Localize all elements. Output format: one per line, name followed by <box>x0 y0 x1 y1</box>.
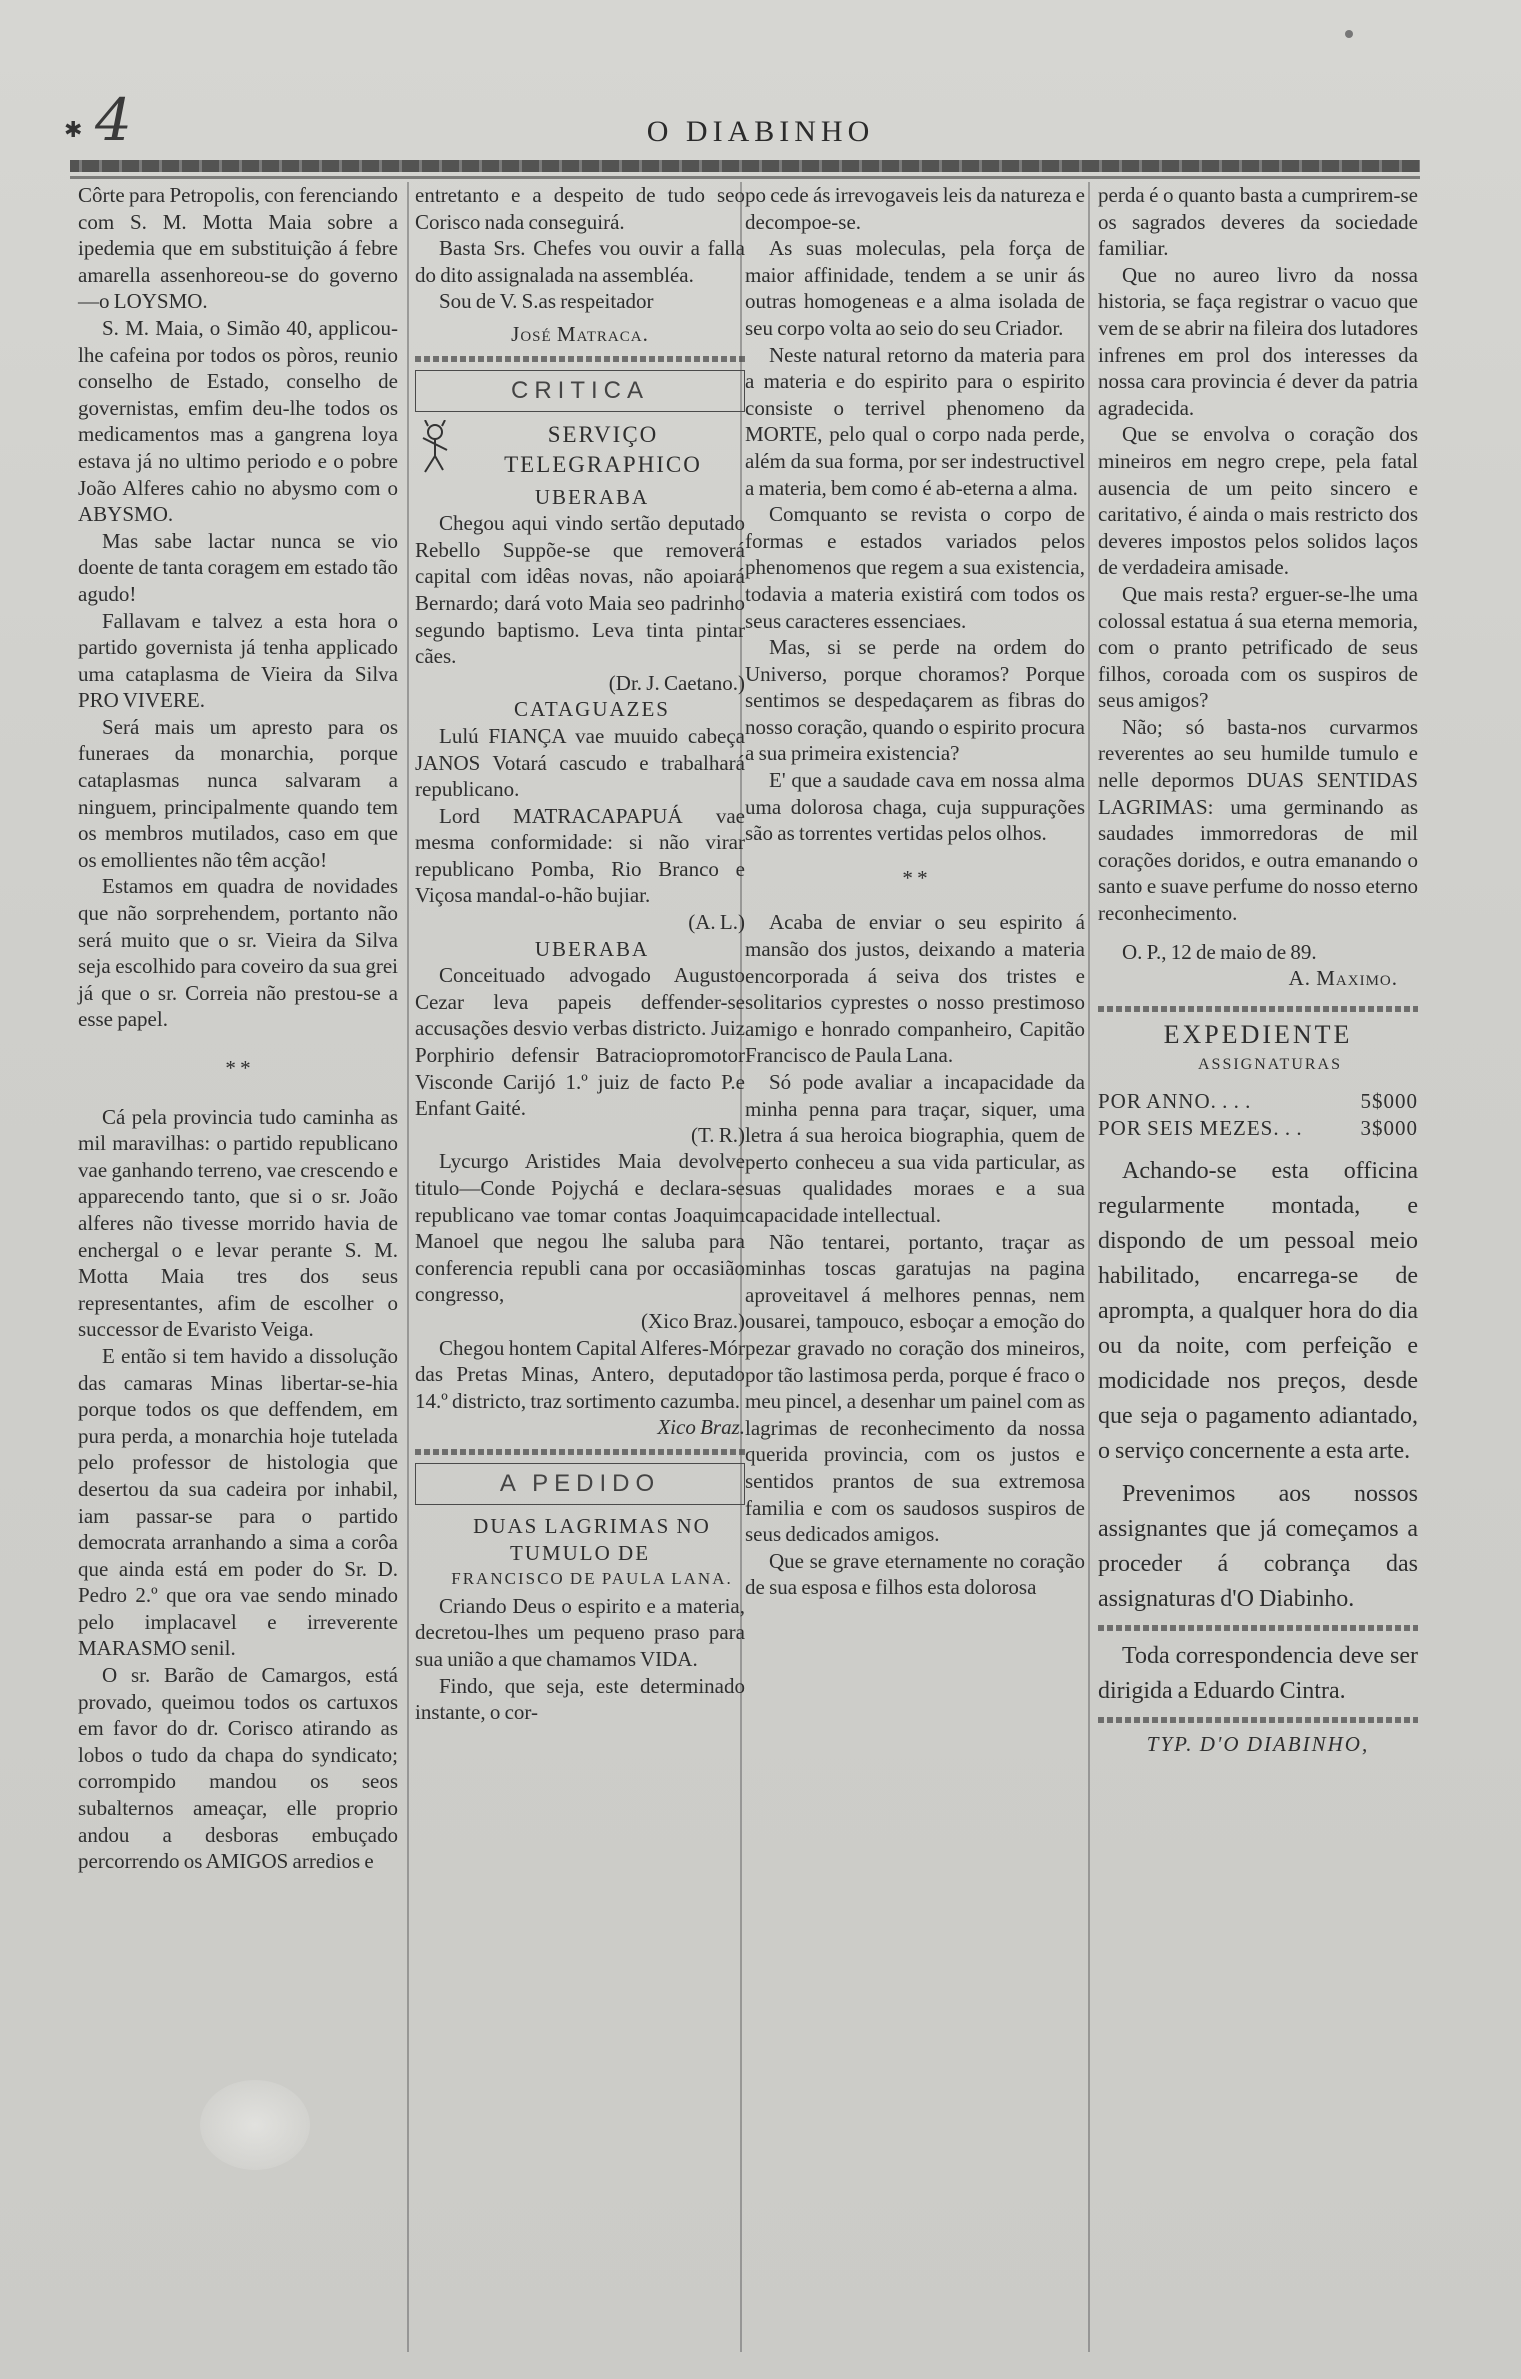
column-divider <box>1088 182 1090 2352</box>
paragraph: Prevenimos aos nossos assignantes que já começamos a proceder á cobrança das assignaturas d'O Diabinho. <box>1098 1480 1418 1612</box>
page-number: 4 <box>95 86 132 154</box>
paragraph: Não; só basta-nos curvarmos reverentes ao seu humilde tumulo e nelle depormos DUAS SENTIDAS LAGRIMAS: uma germinando as saudades immorredoras de mil corações doridos, e outra emanando o santo e suave perfume do nosso eterno reconhecimento. <box>1098 714 1418 926</box>
dispatch-heading: CATAGUAZES <box>514 697 670 722</box>
paragraph: Será mais um apresto para os funeraes da monarchia, porque cataplasmas nunca salvaram a ninguem, principalmente quando tem os membros mutilados, caso em que os emollientes não têm acção! <box>78 714 398 872</box>
section-heading-a-pedido: A PEDIDO <box>415 1463 745 1505</box>
paragraph: Lycurgo Aristides Maia devolve titulo—Conde Pojychá e declara-se republicano vae tomar contas Joaquim Manoel que negou lhe saluba para conferencia republi cana por occasião congresso, <box>415 1149 745 1307</box>
paper-stain <box>200 2080 310 2170</box>
column-4 <box>1098 182 1418 1757</box>
paragraph: O sr. Barão de Camargos, está provado, queimou todos os cartuxos em favor do dr. Corisco atirando as lobos o tudo da chapa do syndicato; corrompido mandou os seos subalternos ameaçar, elle proprio andou a desboras embuçado percorrendo os AMIGOS arredios e <box>78 1663 398 1874</box>
servico-telegraphico-title: SERVIÇO TELEGRAPHICO <box>504 421 702 477</box>
paragraph: Lulú FIANÇA vae muuido cabeça JANOS Votará cascudo e trabalhará republicano. <box>415 723 745 802</box>
paper-speck <box>1345 30 1353 38</box>
paragraph: Toda correspondencia deve ser dirigida a Eduardo Cintra. <box>1098 1642 1418 1704</box>
signature: (T. R.) <box>690 1122 745 1147</box>
ornament-rule <box>1098 1717 1418 1723</box>
column-2 <box>415 182 745 1726</box>
asterism: * * <box>902 865 928 890</box>
column-1 <box>78 182 398 1875</box>
masthead-rule-thin <box>70 176 1420 179</box>
paragraph: Chegou hontem Capital Alferes-Mór das Pretas Minas, Antero, deputado 14.º districto, traz sortimento cazumba. <box>415 1335 745 1413</box>
paragraph: Que se grave eternamente no coração de sua esposa e filhos esta dolorosa <box>745 1548 1085 1600</box>
paragraph: E' que a saudade cava em nossa alma uma dolorosa chaga, cuja suppurações são as torrentes vertidas pelos olhos. <box>745 768 1085 846</box>
signature: José Matraca. <box>511 321 649 346</box>
paragraph: Criando Deus o espirito e a materia, decretou-lhes um pequeno praso para sua união a que chamamos VIDA. <box>415 1593 745 1671</box>
paragraph: Que mais resta? erguer-se-lhe uma colossal estatua á sua eterna memoria, com o pranto petrificado de seus filhos, coroada com os suspiros de seus amigos? <box>1098 581 1418 713</box>
star-mark: ✱ <box>64 118 83 143</box>
ornament-rule <box>1098 1625 1418 1631</box>
expediente-heading: EXPEDIENTE <box>1163 1019 1353 1049</box>
paragraph: Acaba de enviar o seu espirito á mansão dos justos, deixando a materia encorporada á seiva dos tristes e solitarios cyprestes o nosso prestimoso amigo e honrado companheiro, Capitão Francisco de Paula Lana. <box>745 910 1085 1068</box>
signature: (Dr. J. Caetano.) <box>608 670 745 695</box>
assignaturas-heading: ASSIGNATURAS <box>1197 1055 1343 1073</box>
paragraph: Basta Srs. Chefes vou ouvir a falla do dito assignalada na assembléa. <box>415 236 745 287</box>
ornament-rule <box>415 356 745 362</box>
paragraph: Que se envolva o coração dos mineiros em negro crepe, pela fatal ausencia de um peito sincero e caritativo, é ainda o mais restricto dos deveres impostos pelos solidos laços de verdadeira amisade. <box>1098 422 1418 580</box>
signature: A. Maximo. <box>1288 966 1398 991</box>
masthead-title: O DIABINHO <box>646 115 875 148</box>
section-heading-critica: CRITICA <box>415 370 745 412</box>
signature: (Xico Braz.) <box>641 1308 745 1333</box>
paragraph: Chegou aqui vindo sertão deputado Rebello Suppõe-se que removerá capital com idêas novas, não apoiará Bernardo; dará voto Maia seo padrinho segundo baptismo. Leva tinta pintar cães. <box>415 511 745 669</box>
price-row-anno <box>1098 1088 1418 1115</box>
paragraph: po cede ás irrevogaveis leis da natureza e decompoe-se. <box>745 183 1085 234</box>
paragraph: Lord MATRACAPAPUÁ vae mesma conformidade: si não virar republicano Pomba, Rio Branco e Viçosa mandal-o-hão bujiar. <box>415 803 745 908</box>
paragraph: Neste natural retorno da materia para a materia e do espirito para o espirito consiste o terrivel phenomeno da MORTE, pelo qual o corpo nada perde, além da sua forma, por ser indestructivel a materia, bem como é ab-eterna a alma. <box>745 342 1085 500</box>
paragraph: Estamos em quadra de novidades que não sorprehendem, portanto não será muito que o sr. Vieira da Silva seja escolhido para coveiro da sua grei já que o sr. Correia não prestou-se a esse papel. <box>78 874 398 1032</box>
devil-icon <box>415 420 455 476</box>
signature: Xico Braz. <box>657 1415 745 1440</box>
paragraph: perda é o quanto basta a cumprirem-se os sagrados deveres da sociedade familiar. <box>1098 183 1418 261</box>
price-label: POR ANNO. . . . <box>1098 1089 1252 1114</box>
paragraph: E então si tem havido a dissolução das camaras Minas libertar-se-hia porque todos os que deffendem, em pura perda, a monarchia hoje tutelada pelo professor de histologia que desertou da sua cadeira por inhabil, iam passar-se para o partido democrata arranhando a sima a corôa que ainda está em poder do Sr. D. Pedro 2.º que ora vae sendo minado pelo implacavel e irreverente MARASMO senil. <box>78 1343 398 1661</box>
column-3 <box>745 182 1085 1601</box>
dispatch-heading: UBERABA <box>534 484 650 509</box>
paragraph: Que no aureo livro da nossa historia, se faça registrar o vacuo que vem de se abrir na fileira dos lutadores infrenes em prol dos interesses da nossa cara provincia é dever da patria agradecida. <box>1098 262 1418 420</box>
article-title: DUAS LAGRIMAS NO TUMULO DE <box>473 1513 711 1565</box>
dateline: O. P., 12 de maio de 89. <box>1122 939 1317 964</box>
masthead-rule <box>70 160 1420 172</box>
paragraph: Conceituado advogado Augusto Cezar leva papeis deffender-se accusações desvio verbas districto. Juiz Porphirio defensir Batraciopromotor Visconde Carijó 1.º juiz de facto P.e Enfant Gaité. <box>415 963 745 1121</box>
paragraph: Mas sabe lactar nunca se vio doente de tanta coragem em estado tão agudo! <box>78 528 398 606</box>
paragraph: Só pode avaliar a incapacidade da minha penna para traçar, siquer, uma letra á sua heroica biographia, quem de perto conheceu a sua vida particular, as suas qualidades moraes e a sua capacidade intellectual. <box>745 1070 1085 1227</box>
article-subtitle: FRANCISCO DE PAULA LANA. <box>451 1569 733 1589</box>
price-label: POR SEIS MEZES. . . <box>1098 1116 1303 1140</box>
paragraph: Comquanto se revista o corpo de formas e estados variados pelos phenomenos que regem a sua existencia, todavia a materia existirá com todos os seus caracteres essenciaes. <box>745 502 1085 633</box>
paragraph: Mas, si se perde na ordem do Universo, porque choramos? Porque sentimos se despedaçarem as fibras do nosso coração, quando o espirito procura a sua primeira existencia? <box>745 635 1085 766</box>
printer-imprint: TYP. D'O DIABINHO, <box>1146 1731 1370 1756</box>
paragraph: Cá pela provincia tudo caminha as mil maravilhas: o partido republicano vae ganhando terreno, vae crescendo e apparecendo tanto, que si o sr. João alferes não tivesse morrido havia de enchergal o e levar perante S. M. Motta Maia tres dos seus representantes, afim de escolher o successor de Evaristo Veiga. <box>78 1104 398 1342</box>
price-row-seis-mezes <box>1098 1115 1418 1142</box>
paragraph: S. M. Maia, o Simão 40, applicou-lhe cafeina por todos os pòros, reunio conselho de Estado, conselho de governistas, emfim deu-lhe todos os medicamentos mas a gangrena loya estava já no ultimo periodo e o pobre João Alferes cahio no abysmo com o ABYSMO. <box>78 315 398 527</box>
column-divider <box>407 182 409 2352</box>
servico-header <box>415 420 745 480</box>
paragraph: Sou de V. S.as respeitador <box>439 289 654 314</box>
paragraph: Côrte para Petropolis, con ferenciando com S. M. Motta Maia sobre a ipedemia que em substituição á febre amarella assenhoreou-se do governo —o LOYSMO. <box>78 183 398 314</box>
ornament-rule <box>415 1449 745 1455</box>
ornament-rule <box>1098 1006 1418 1012</box>
paragraph: Findo, que seja, este determinado instante, o cor- <box>415 1673 745 1725</box>
price-value: 5$000 <box>1360 1089 1418 1114</box>
paragraph: Achando-se esta officina regularmente montada, e dispondo de um pessoal meio habilitado, encarrega-se de aprompta, a qualquer hora do dia ou da noite, com perfeição e modicidade nos preços, desde que seja o pagamento adiantado, o serviço concernente a esta arte. <box>1098 1157 1418 1464</box>
paragraph: As suas moleculas, pela força de maior affinidade, tendem a se unir ás outras homogeneas e a alma isolada de seu corpo volta ao seio do seu Criador. <box>745 236 1085 340</box>
paragraph: Fallavam e talvez a esta hora o partido governista já tenha applicado uma cataplasma de Vieira da Silva PRO VIVERE. <box>78 608 398 713</box>
asterism: * * <box>225 1056 251 1080</box>
price-value: 3$000 <box>1360 1116 1418 1140</box>
paragraph: entretanto e a despeito de tudo seo Corisco nada conseguirá. <box>415 183 745 234</box>
paragraph: Não tentarei, portanto, traçar as minhas toscas garatujas na pagina aproveitavel á melhores pennas, nem ousarei, tampouco, esboçar a emoção do pezar gravado no coração dos mineiros, por tão lastimosa perda, porque é fraco o meu pincel, a desenhar um painel com as lagrimas de reconhecimento da nossa querida provincia, com os justos e sentidos prantos de sua extremosa familia e com os saudosos suspiros de seus dedicados amigos. <box>745 1229 1085 1547</box>
signature: (A. L.) <box>688 910 745 935</box>
dispatch-heading: UBERABA <box>534 936 650 961</box>
